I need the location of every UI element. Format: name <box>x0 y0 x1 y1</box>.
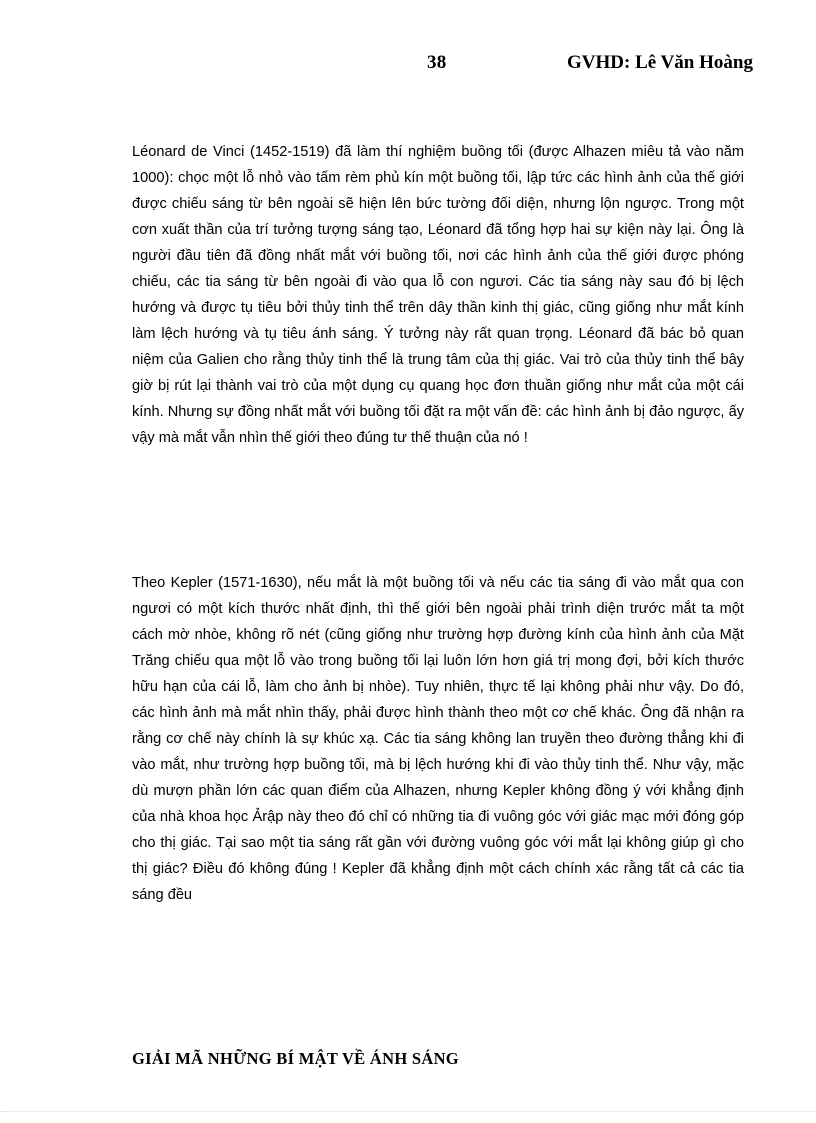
book-title: GIẢI MÃ NHỮNG BÍ MẬT VỀ ÁNH SÁNG <box>132 1049 459 1068</box>
advisor-label: GVHD: Lê Văn Hoàng <box>567 52 753 73</box>
footer-divider <box>0 1111 816 1112</box>
page-number: 38 <box>427 52 447 73</box>
paragraph: Léonard de Vinci (1452-1519) đã làm thí nghiệm buồng tối (được Alhazen miêu tả vào năm 1000): chọc một lỗ nhỏ vào tấm rèm phủ kín một buồng tối, lập tức các hình ảnh của thế giới được chiếu sáng từ bên ngoài sẽ hiện lên bức tường đối diện, nhưng lộn ngược. Trong một cơn xuất thần của trí tưởng tượng sáng tạo, Léonard đã tổng hợp hai sự kiện này lại. Ông là người đầu tiên đã đồng nhất mắt với buồng tối, nơi các hình ảnh của thế giới được phóng chiếu, các tia sáng từ bên ngoài đi vào qua lỗ con ngươi. Các tia sáng này sau đó bị lệch hướng và được tụ tiêu bởi thủy tinh thể trên dây thần kinh thị giác, cũng giống như mắt kính làm lệch hướng và tụ tiêu ánh sáng. Ý tưởng này rất quan trọng. Léonard đã bác bỏ quan niệm của Galien cho rằng thủy tinh thể là trung tâm của thị giác. Vai trò của thủy tinh thể bây giờ bị rút lại thành vai trò của một dụng cụ quang học đơn thuần giống như mắt của một cái kính. Nhưng sự đồng nhất mắt với buồng tối đặt ra một vấn đề: các hình ảnh bị đảo ngược, ấy vậy mà mắt vẫn nhìn thế giới theo đúng tư thế thuận của nó ! <box>132 144 744 446</box>
paragraph: Theo Kepler (1571-1630), nếu mắt là một buồng tối và nếu các tia sáng đi vào mắt qua con ngươi có một kích thước nhất định, thì thế giới bên ngoài phải trình diện trước mắt ta một cách mờ nhòe, không rõ nét (cũng giống như trường hợp đường kính của hình ảnh của Mặt Trăng chiếu qua một lỗ vào trong buồng tối lại luôn lớn hơn giá trị mong đợi, bởi kích thước hữu hạn của cái lỗ, làm cho ảnh bị nhòe). Tuy nhiên, thực tế lại không phải như vậy. Do đó, các hình ảnh mà mắt nhìn thấy, phải được hình thành theo một cơ chế khác. Ông đã nhận ra rằng cơ chế này chính là sự khúc xạ. Các tia sáng không lan truyền theo đường thẳng khi đi vào mắt, như trường hợp buồng tối, mà bị lệch hướng khi đi vào thủy tinh thể. Như vậy, mặc dù mượn phần lớn các quan điểm của Alhazen, nhưng Kepler không đồng ý với khẳng định của nhà khoa học Ảrập này theo đó chỉ có những tia đi vuông góc với giác mạc mới đóng góp cho thị giác. Tại sao một tia sáng rất gần với đường vuông góc với mắt lại không giúp gì cho thị giác? Điều đó không đúng ! Kepler đã khẳng định một cách chính xác rằng tất cả các tia sáng đều <box>132 575 744 903</box>
